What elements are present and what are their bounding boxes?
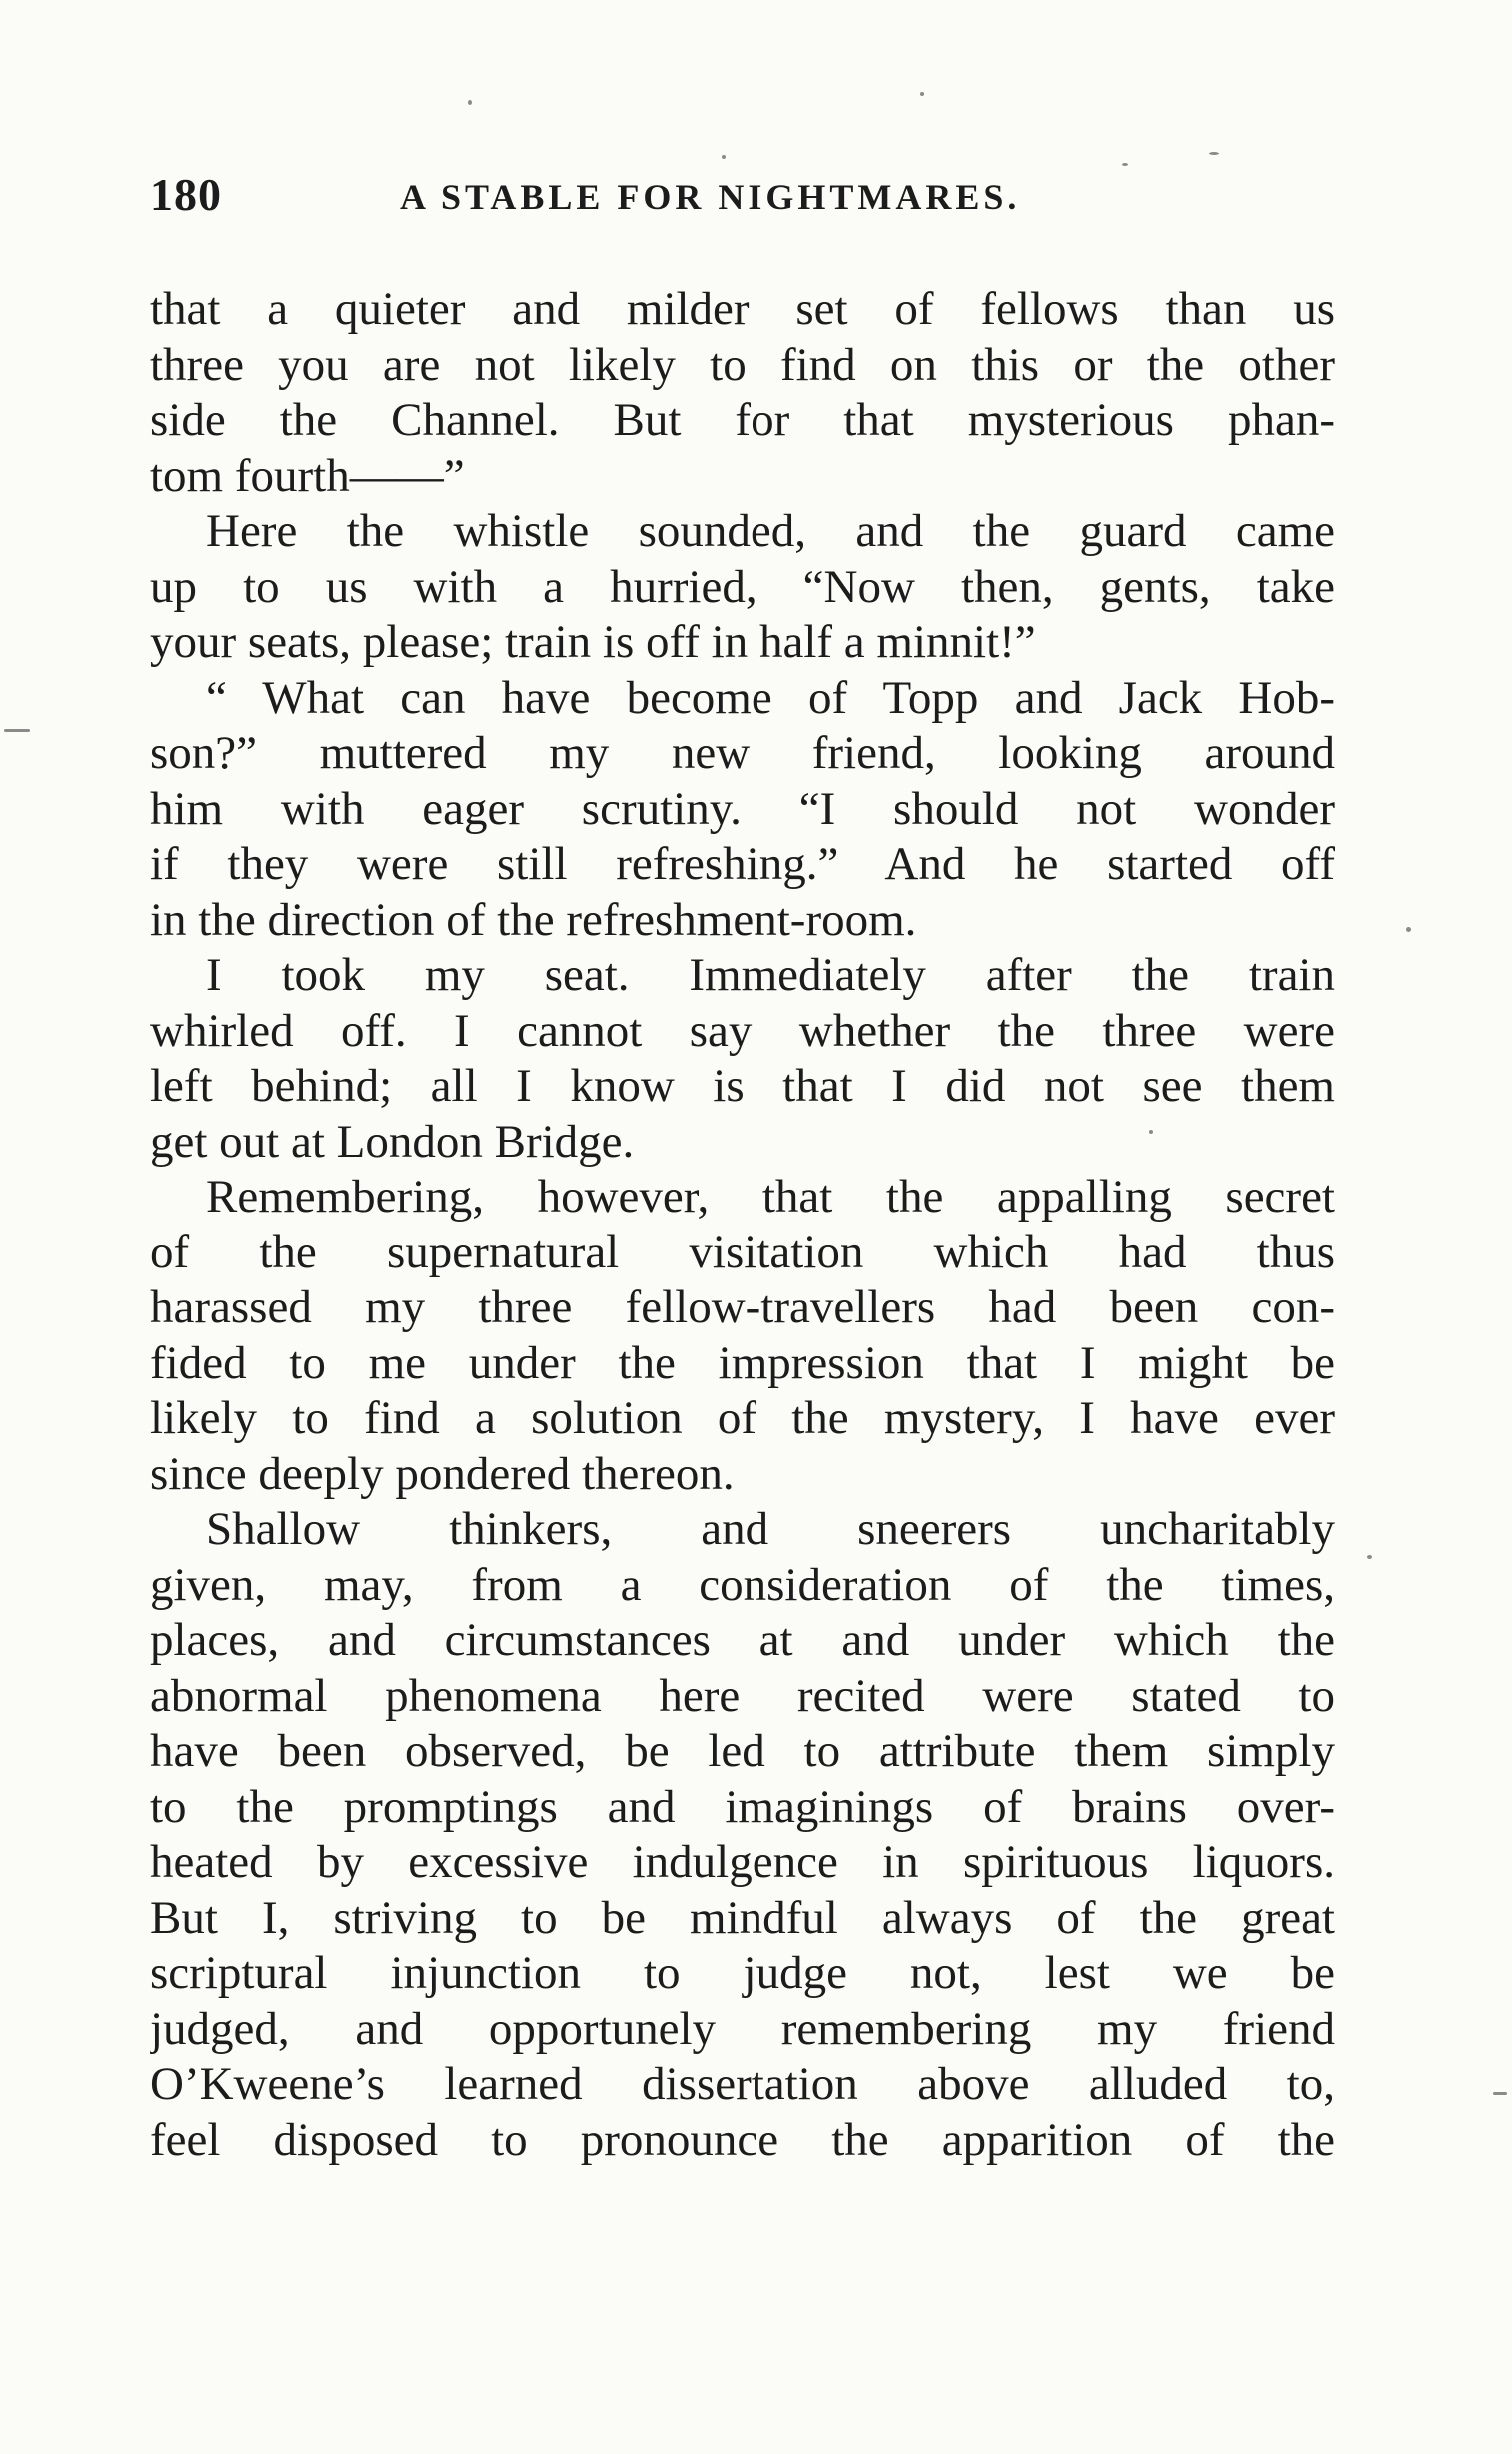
paragraph-start-line: Shallow thinkers, and sneerers uncharitably	[206, 1503, 1335, 1555]
scan-speck	[4, 729, 30, 732]
page-header	[150, 168, 1335, 228]
scan-speck	[722, 155, 726, 159]
text-line: of the supernatural visitation which had thus	[150, 1226, 1335, 1278]
text-line: get out at London Bridge.	[150, 1115, 635, 1168]
text-line: judged, and opportunely remembering my friend	[150, 2002, 1335, 2055]
text-line: him with eager scrutiny. “I should not wonder	[150, 782, 1335, 835]
text-line: side the Channel. But for that mysterious phan-	[150, 394, 1335, 446]
text-line: But I, striving to be mindful always of the great	[150, 1891, 1335, 1944]
text-line: up to us with a hurried, “Now then, gents, take	[150, 560, 1335, 613]
text-line: likely to find a solution of the mystery, I have ever	[150, 1392, 1335, 1444]
paragraph-start-line: Remembering, however, that the appalling secret	[206, 1171, 1335, 1223]
text-line: have been observed, be led to attribute them simply	[150, 1725, 1335, 1777]
paragraph-start-line: “ What can have become of Topp and Jack Hob-	[206, 671, 1335, 724]
page-number: 180	[150, 169, 222, 220]
scan-speck	[920, 92, 924, 96]
text-line: your seats, please; train is off in half a minnit!”	[150, 616, 1036, 668]
text-line: three you are not likely to find on this or the other	[150, 338, 1335, 391]
text-line: given, may, from a consideration of the times,	[150, 1558, 1335, 1611]
text-line: places, and circumstances at and under which the	[150, 1614, 1335, 1666]
text-line: fided to me under the impression that I might be	[150, 1336, 1335, 1389]
text-line: feel disposed to pronounce the apparition of the	[150, 2113, 1335, 2166]
text-line: harassed my three fellow-travellers had been con-	[150, 1281, 1335, 1333]
text-line: if they were still refreshing.” And he started off	[150, 838, 1335, 890]
text-line: in the direction of the refreshment-room.	[150, 893, 917, 946]
running-title: A STABLE FOR NIGHTMARES.	[400, 177, 1021, 217]
text-line: son?” muttered my new friend, looking around	[150, 727, 1335, 779]
scan-speck	[468, 100, 472, 105]
body-text	[150, 282, 1335, 2168]
scan-speck	[1493, 2092, 1507, 2095]
text-line: since deeply pondered thereon.	[150, 1447, 735, 1500]
scan-speck	[1209, 152, 1219, 155]
text-line: tom fourth——”	[150, 449, 465, 502]
text-line: O’Kweene’s learned dissertation above alluded to,	[150, 2058, 1335, 2110]
text-line: left behind; all I know is that I did not see them	[150, 1060, 1335, 1112]
text-line: whirled off. I cannot say whether the three were	[150, 1004, 1335, 1057]
text-line: that a quieter and milder set of fellows than us	[150, 283, 1335, 335]
paragraph-start-line: I took my seat. Immediately after the train	[206, 949, 1335, 1001]
scan-speck	[1406, 927, 1411, 932]
scan-speck	[1122, 163, 1128, 166]
text-line: scriptural injunction to judge not, lest we be	[150, 1947, 1335, 1999]
scan-speck	[1367, 1555, 1372, 1559]
text-line: to the promptings and imaginings of brains over-	[150, 1780, 1335, 1833]
paragraph-start-line: Here the whistle sounded, and the guard came	[206, 505, 1335, 557]
scan-speck	[1149, 1130, 1153, 1134]
text-line: heated by excessive indulgence in spirituous liquors.	[150, 1836, 1335, 1888]
text-line: abnormal phenomena here recited were stated to	[150, 1669, 1335, 1722]
